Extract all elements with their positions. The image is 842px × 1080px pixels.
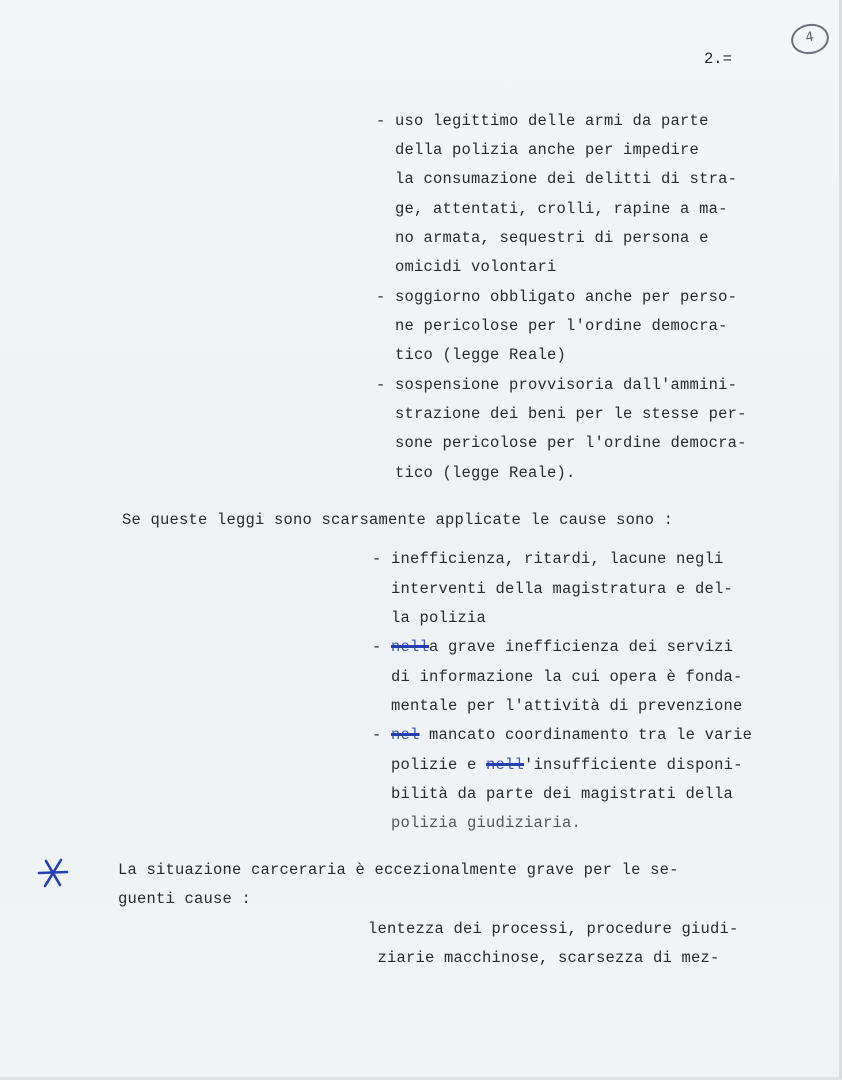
block1-line-8: ne pericolose per l'ordine democra- bbox=[395, 317, 728, 335]
block2-line-3: la polizia bbox=[372, 609, 487, 627]
block2-line-2: interventi della magistratura e del- bbox=[372, 580, 734, 598]
block1-line-7: - soggiorno obbligato anche per perso- bbox=[376, 288, 738, 306]
paragraph-prison-line-2: guenti cause : bbox=[118, 890, 252, 908]
block2-line-5: di informazione la cui opera è fonda- bbox=[372, 668, 743, 686]
block2-line-4: - nella grave inefficienza dei servizi bbox=[372, 638, 734, 656]
block1-line-9: tico (legge Reale) bbox=[395, 346, 567, 364]
block1-line-6: omicidi volontari bbox=[395, 258, 557, 276]
handwritten-page-mark: 4 bbox=[789, 21, 832, 57]
paragraph-causes-intro: Se queste leggi sono scarsamente applicate le cause sono : bbox=[122, 511, 674, 529]
paragraph-prison-line-1: La situazione carceraria è eccezionalmente grave per le se- bbox=[118, 861, 679, 879]
block1-line-3: la consumazione dei delitti di stra- bbox=[395, 170, 738, 188]
block2-line-6: mentale per l'attività di prevenzione bbox=[372, 697, 743, 715]
block1-line-1: - uso legittimo delle armi da parte bbox=[376, 112, 709, 130]
block1-line-10: - sospensione provvisoria dall'ammini- bbox=[376, 376, 738, 394]
block3-line-1: lentezza dei processi, procedure giudi- bbox=[368, 920, 739, 938]
block1-line-13: tico (legge Reale). bbox=[395, 464, 576, 482]
page-number: 2.= bbox=[704, 50, 732, 68]
struck-word: nell bbox=[486, 756, 525, 774]
struck-word: nell bbox=[391, 638, 430, 656]
handwritten-asterisk-icon bbox=[36, 856, 70, 890]
block1-line-2: della polizia anche per impedire bbox=[395, 141, 700, 159]
block3-line-2: ziarie macchinose, scarsezza di mez- bbox=[368, 949, 720, 967]
block2-line-9: bilità da parte dei magistrati della bbox=[372, 785, 734, 803]
block1-line-4: ge, attentati, crolli, rapine a ma- bbox=[395, 200, 728, 218]
block1-line-12: sone pericolose per l'ordine democra- bbox=[395, 434, 747, 452]
block1-line-11: strazione dei beni per le stesse per- bbox=[395, 405, 747, 423]
block2-line-1: - inefficienza, ritardi, lacune negli bbox=[372, 550, 724, 568]
block2-line-7: - nel mancato coordinamento tra le varie bbox=[372, 726, 753, 744]
block1-line-5: no armata, sequestri di persona e bbox=[395, 229, 709, 247]
block2-line-8: polizie e nell'insufficiente disponi- bbox=[372, 756, 743, 774]
block2-line-10: polizia giudiziaria. bbox=[372, 814, 582, 832]
struck-word: nel bbox=[391, 726, 420, 744]
